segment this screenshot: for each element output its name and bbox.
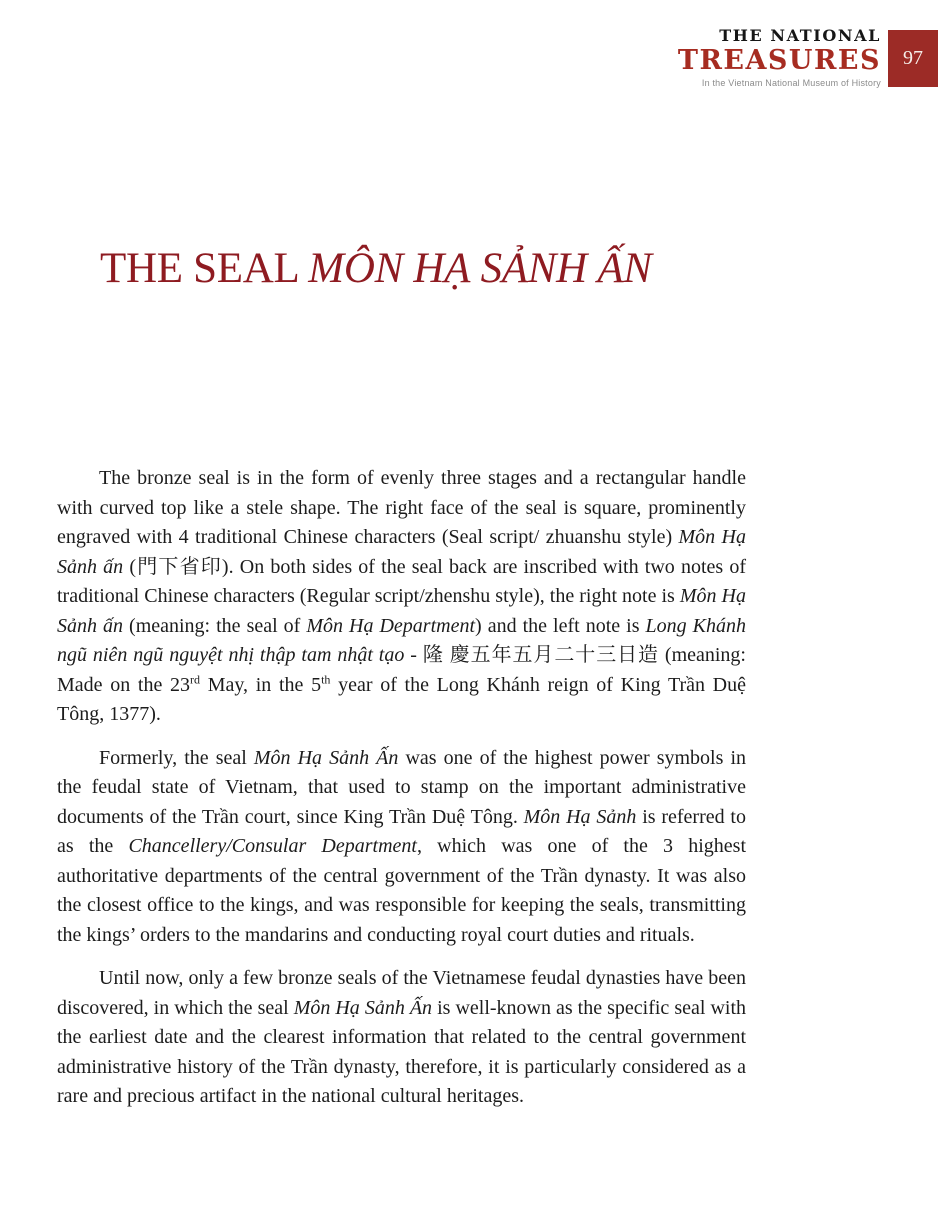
logo-line-1: THE NATIONAL [719, 26, 881, 45]
title-prefix: THE SEAL [100, 245, 309, 292]
publisher-logo [678, 28, 881, 88]
title-seal-name: MÔN HẠ SẢNH ẤN [308, 245, 652, 292]
page-title [100, 244, 880, 293]
logo-tagline: In the Vietnam National Museum of History [701, 78, 881, 88]
page-number-badge [888, 30, 938, 87]
logo-line-2: TREASURES [677, 45, 881, 76]
body-paragraph-1: The bronze seal is in the form of evenly three stages and a rectangular handle with curved top like a stele shape. The right face of the seal is square, prominently engraved with 4 traditional Chinese characters (Seal script/ zhuanshu style) Môn Hạ Sảnh ấn (門下省印). On both sides of the seal back are inscribed with two notes of traditional Chinese characters (Regular script/zhenshu style), the right note is Môn Hạ Sảnh ấn (meaning: the seal of Môn Hạ Department) and the left note is Long Khánh ngũ niên ngũ nguyệt nhị thập tam nhật tạo - 隆 慶五年五月二十三日造 (meaning: Made on the 23rd May, in the 5th year of the Long Khánh reign of King Trần Duệ Tông, 1377). [57, 467, 747, 725]
article-body [57, 464, 746, 1126]
body-paragraph-3: Until now, only a few bronze seals of the Vietnamese feudal dynasties have been discovered, in which the seal Môn Hạ Sảnh Ấn is well-known as the specific seal with the earliest date and the clearest information that related to the central government administrative history of the Trần dynasty, therefore, it is particularly considered as a rare and precious artifact in the national cultural heritages. [57, 967, 746, 1107]
body-paragraph-2: Formerly, the seal Môn Hạ Sảnh Ấn was one of the highest power symbols in the feudal state of Vietnam, that used to stamp on the important administrative documents of the Trần court, since King Trần Duệ Tông. Môn Hạ Sảnh is referred to as the Chancellery/Consular Department, which was one of the 3 highest authoritative departments of the central government of the Trần dynasty. It was also the closest office to the kings, and was responsible for keeping the seals, transmitting the kings’ orders to the mandarins and conducting royal court duties and rituals. [57, 746, 746, 946]
page-number: 97 [903, 47, 923, 69]
